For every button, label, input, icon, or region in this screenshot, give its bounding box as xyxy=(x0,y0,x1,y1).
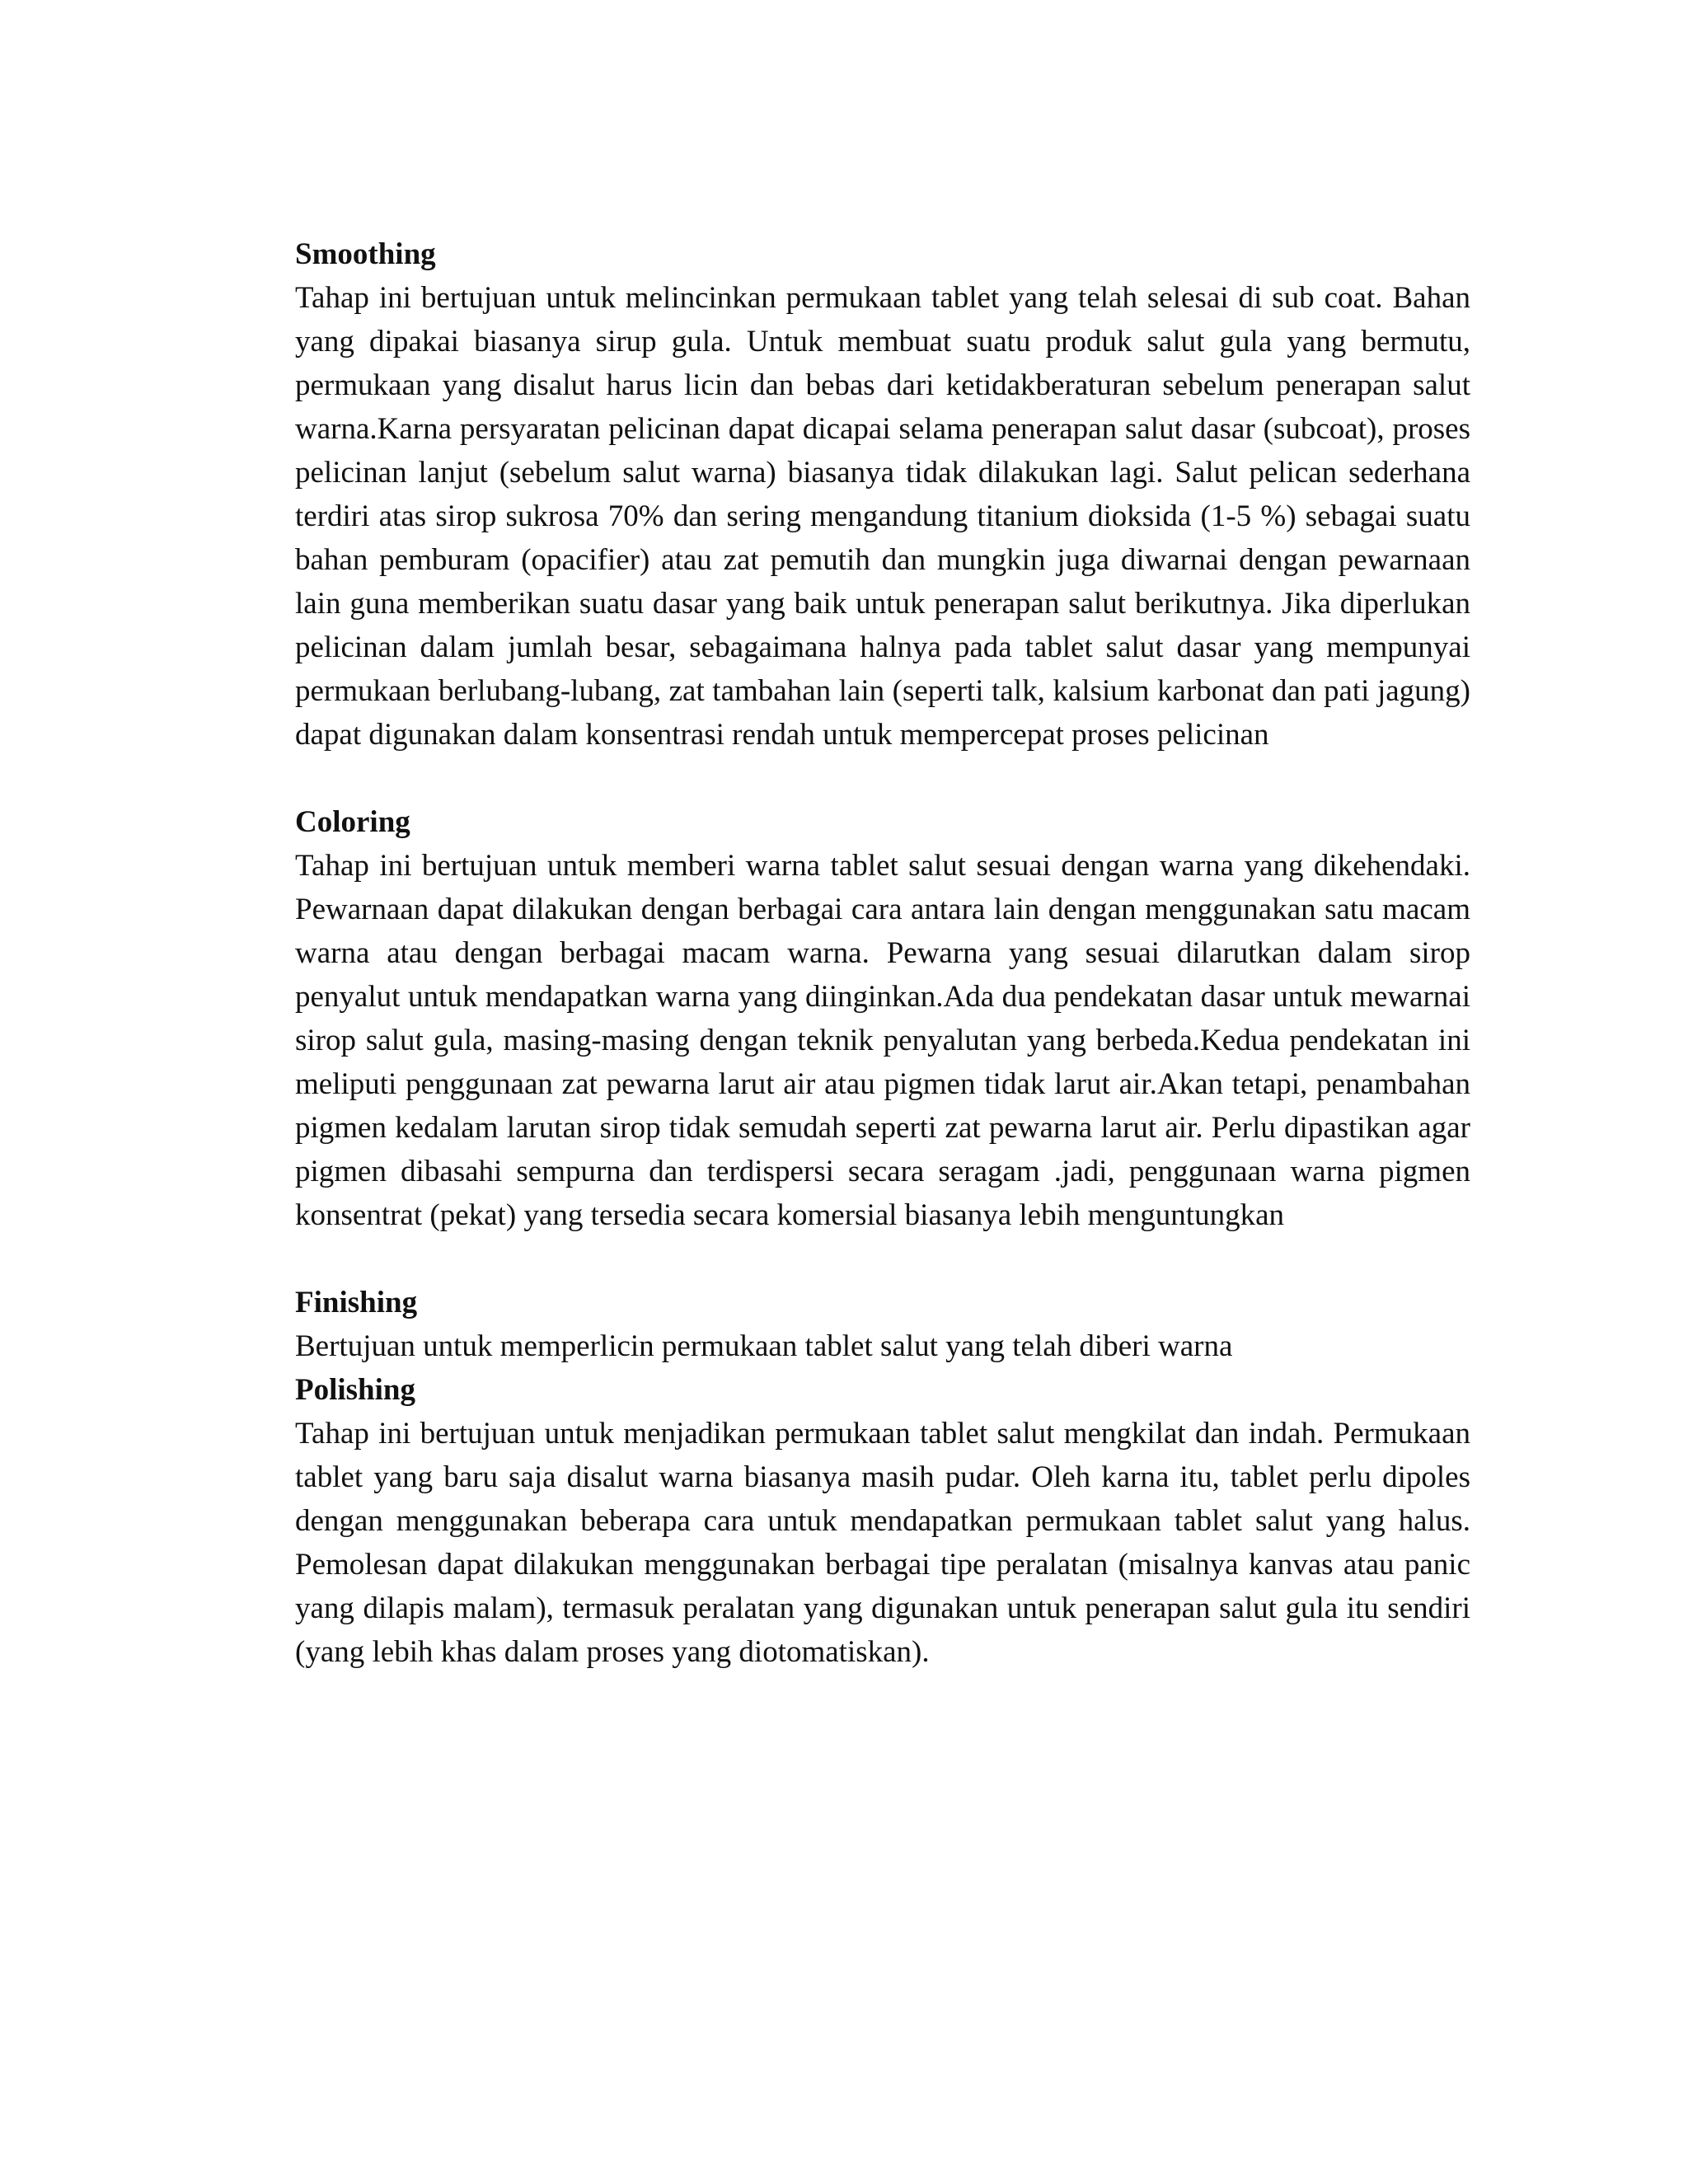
section-body: Bertujuan untuk memperlicin permukaan tablet salut yang telah diberi warna xyxy=(295,1329,1233,1363)
section-body: Tahap ini bertujuan untuk memberi warna tablet salut sesuai dengan warna yang dikehendaki. Pewarnaan dapat dilakukan dengan berbagai cara antara lain dengan menggunakan satu macam warna atau dengan berbagai macam warna. Pewarna yang sesuai dilarutkan dalam sirop penyalut untuk mendapatkan warna yang diinginkan.Ada dua pendekatan dasar untuk mewarnai sirop salut gula, masing-masing dengan teknik penyalutan yang berbeda.Kedua pendekatan ini meliputi penggunaan zat pewarna larut air atau pigmen tidak larut air.Akan tetapi, penambahan pigmen kedalam larutan sirop tidak semudah seperti zat pewarna larut air. Perlu dipastikan agar pigmen dibasahi sempurna dan terdispersi secara seragam .jadi, penggunaan warna pigmen konsentrat (pekat) yang tersedia secara komersial biasanya lebih menguntungkan xyxy=(295,849,1470,1232)
section-body: Tahap ini bertujuan untuk melincinkan permukaan tablet yang telah selesai di sub coat. Bahan yang dipakai biasanya sirup gula. Untuk membuat suatu produk salut gula yang bermutu, permukaan yang disalut harus licin dan bebas dari ketidakberaturan sebelum penerapan salut warna.Karna persyaratan pelicinan dapat dicapai selama penerapan salut dasar (subcoat), proses pelicinan lanjut (sebelum salut warna) biasanya tidak dilakukan lagi. Salut pelican sederhana terdiri atas sirop sukrosa 70% dan sering mengandung titanium dioksida (1-5 %) sebagai suatu bahan pemburam (opacifier) atau zat pemutih dan mungkin juga diwarnai dengan pewarnaan lain guna memberikan suatu dasar yang baik untuk penerapan salut berikutnya. Jika diperlukan pelicinan dalam jumlah besar, sebagaimana halnya pada tablet salut dasar yang mempunyai permukaan berlubang-lubang, zat tambahan lain (seperti talk, kalsium karbonat dan pati jagung) dapat digunakan dalam konsentrasi rendah untuk mempercepat proses pelicinan xyxy=(295,281,1470,752)
section-spacer xyxy=(295,757,1470,800)
section-heading: Smoothing xyxy=(295,237,436,271)
section-coloring xyxy=(295,800,1470,1237)
section-heading: Finishing xyxy=(295,1286,418,1319)
section-finishing xyxy=(295,1281,1470,1368)
section-smoothing xyxy=(295,232,1470,757)
section-body: Tahap ini bertujuan untuk menjadikan permukaan tablet salut mengkilat dan indah. Permukaan tablet yang baru saja disalut warna biasanya masih pudar. Oleh karna itu, tablet perlu dipoles dengan menggunakan beberapa cara untuk mendapatkan permukaan tablet salut yang halus. Pemolesan dapat dilakukan menggunakan berbagai tipe peralatan (misalnya kanvas atau panic yang dilapis malam), termasuk peralatan yang digunakan untuk penerapan salut gula itu sendiri (yang lebih khas dalam proses yang diotomatiskan). xyxy=(295,1417,1470,1669)
section-spacer xyxy=(295,1237,1470,1281)
section-heading: Coloring xyxy=(295,805,410,839)
section-polishing xyxy=(295,1368,1470,1674)
document-page xyxy=(295,232,1470,1674)
section-heading: Polishing xyxy=(295,1373,415,1407)
